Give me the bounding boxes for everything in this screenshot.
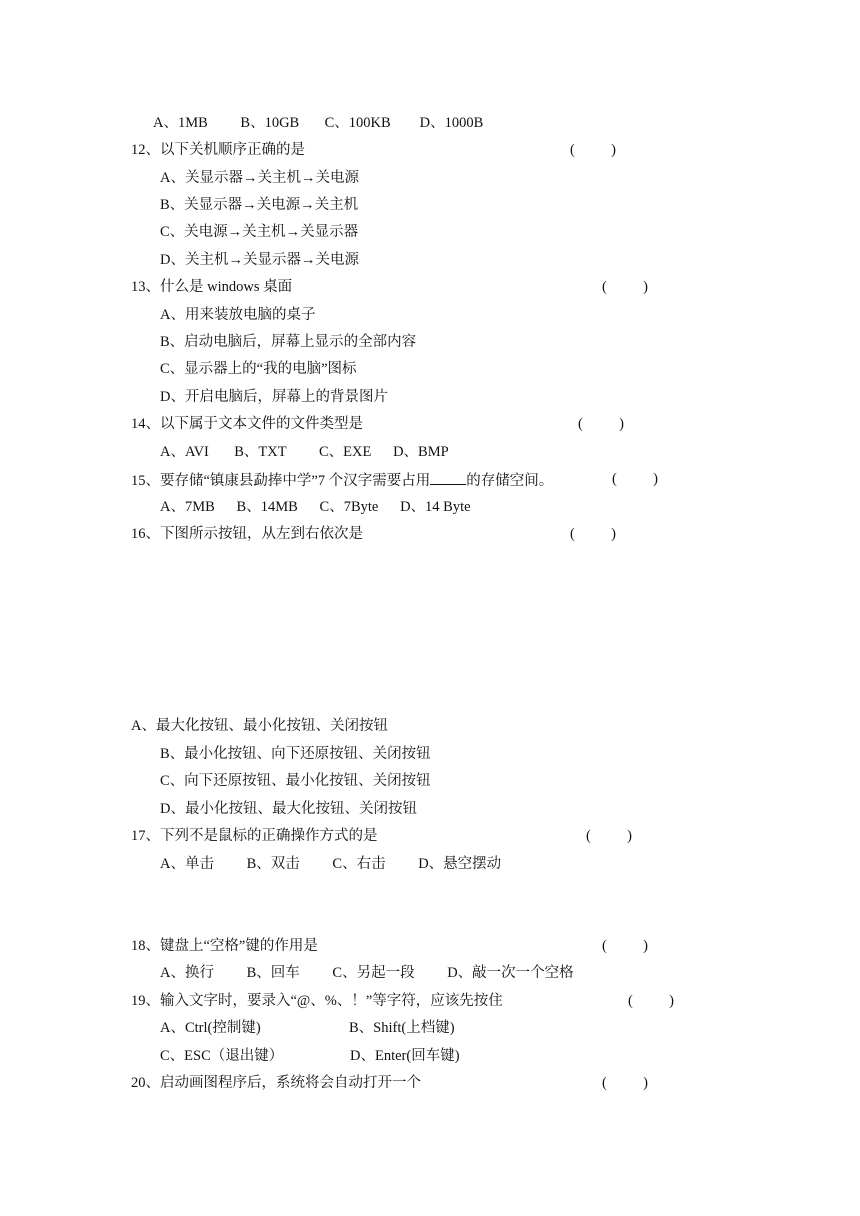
- q12-answer-paren: ( ): [570, 142, 616, 158]
- q18-answer-paren: ( ): [602, 938, 648, 954]
- q16-answer-paren: ( ): [570, 526, 616, 542]
- q20-stem: 20、启动画图程序后，系统将会自动打开一个: [131, 1075, 421, 1091]
- q16-option-a: A、最大化按钮、最小化按钮、关闭按钮: [131, 718, 388, 734]
- q13-option-d: D、开启电脑后，屏幕上的背景图片: [160, 389, 388, 405]
- q19-option-b: B、Shift(上档键): [349, 1020, 455, 1036]
- q14-options: A、AVI B、TXT C、EXE D、BMP: [160, 444, 449, 460]
- q15-fill-blank: [430, 470, 466, 485]
- q13-option-a: A、用来装放电脑的桌子: [160, 307, 316, 323]
- q15-stem-before: 15、要存储“镇康县勐捧中学”7 个汉字需要占用: [131, 473, 431, 489]
- q15-stem-after: 的存储空间。: [466, 473, 554, 489]
- q20-answer-paren: ( ): [602, 1075, 648, 1091]
- q19-option-d: D、Enter(回车键): [350, 1048, 460, 1064]
- q15-options: A、7MB B、14MB C、7Byte D、14 Byte: [160, 499, 471, 515]
- q12-option-b: B、关显示器→关电源→关主机: [160, 197, 359, 213]
- q17-answer-paren: ( ): [586, 828, 632, 844]
- q13-stem: 13、什么是 windows 桌面: [131, 279, 293, 295]
- q16-option-c: C、向下还原按钮、最小化按钮、关闭按钮: [160, 773, 431, 789]
- q19-option-a: A、Ctrl(控制键): [160, 1020, 261, 1036]
- q12-option-d: D、关主机→关显示器→关电源: [160, 252, 359, 268]
- q13-answer-paren: ( ): [602, 279, 648, 295]
- q12-option-c: C、关电源→关主机→关显示器: [160, 224, 359, 240]
- q16-option-d: D、最小化按钮、最大化按钮、关闭按钮: [160, 801, 417, 817]
- q18-options: A、换行 B、回车 C、另起一段 D、敲一次一个空格: [160, 965, 574, 981]
- q14-stem: 14、以下属于文本文件的文件类型是: [131, 416, 363, 432]
- q19-stem: 19、输入文字时，要录入“@、%、！”等字符，应该先按住: [131, 993, 503, 1009]
- q16-stem: 16、下图所示按钮，从左到右依次是: [131, 526, 363, 542]
- q16-figure-area: [131, 552, 691, 707]
- q11-options: A、1MB B、10GB C、100KB D、1000B: [153, 115, 484, 131]
- q17-options: A、单击 B、双击 C、右击 D、悬空摆动: [160, 856, 502, 872]
- q13-option-c: C、显示器上的“我的电脑”图标: [160, 361, 357, 377]
- q19-answer-paren: ( ): [628, 993, 674, 1009]
- q14-answer-paren: ( ): [578, 416, 624, 432]
- q16-option-b: B、最小化按钮、向下还原按钮、关闭按钮: [160, 746, 431, 762]
- q15-answer-paren: ( ): [612, 471, 658, 487]
- q19-option-c: C、ESC（退出键）: [160, 1048, 284, 1064]
- q17-stem: 17、下列不是鼠标的正确操作方式的是: [131, 828, 378, 844]
- q13-option-b: B、启动电脑后，屏幕上显示的全部内容: [160, 334, 417, 350]
- q12-stem: 12、以下关机顺序正确的是: [131, 142, 305, 158]
- q12-option-a: A、关显示器→关主机→关电源: [160, 170, 359, 186]
- q15-stem: [131, 470, 553, 490]
- q18-stem: 18、键盘上“空格”键的作用是: [131, 938, 318, 954]
